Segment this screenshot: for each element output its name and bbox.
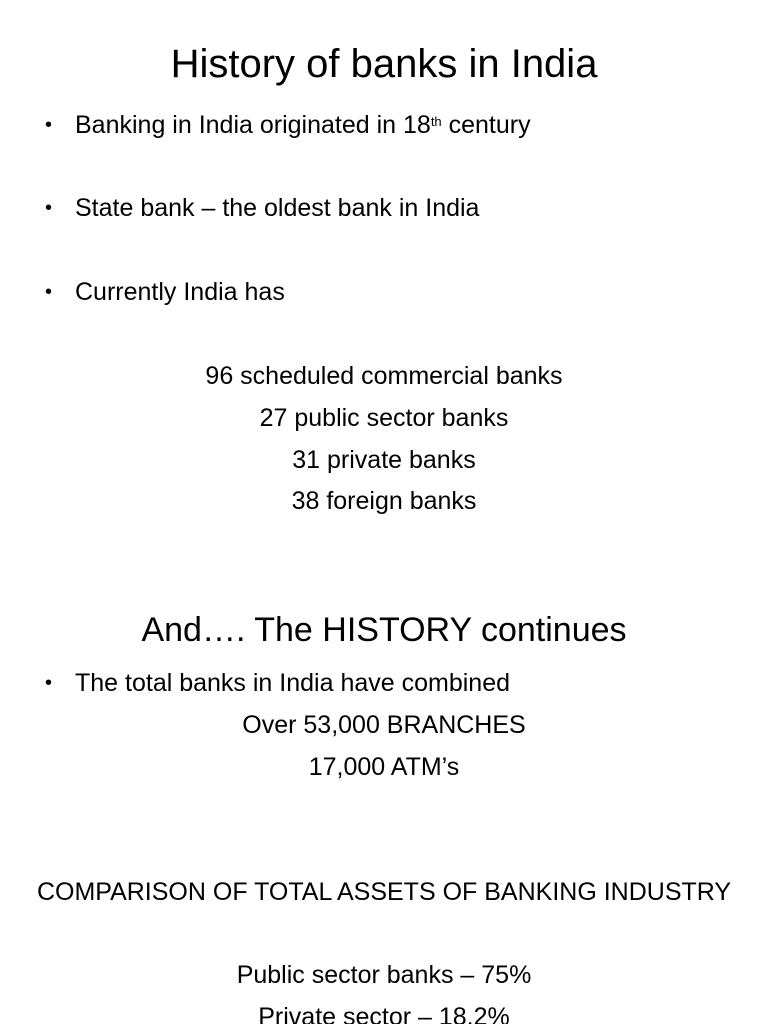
count-private-banks: 31 private banks (292, 446, 476, 474)
ordinal-suffix: th (430, 114, 442, 129)
bullet-text: Currently India has (75, 278, 285, 306)
section-title: And…. The HISTORY continues (141, 611, 627, 649)
stat-branches: Over 53,000 BRANCHES (242, 711, 526, 739)
count-scheduled-banks: 96 scheduled commercial banks (205, 362, 563, 390)
count-foreign-banks: 38 foreign banks (291, 487, 477, 515)
bullet-item-state-bank (45, 193, 479, 223)
assets-public-sector: Public sector banks – 75% (236, 961, 532, 989)
bullet-marker: • (45, 114, 53, 136)
bullet-marker: • (45, 281, 53, 303)
bullet-text-tail: century (441, 111, 531, 139)
count-public-sector-banks: 27 public sector banks (259, 404, 509, 432)
bullet-text: State bank – the oldest bank in India (75, 194, 480, 222)
bullet-item-currently (45, 277, 285, 307)
bullet-marker: • (45, 197, 53, 219)
comparison-heading: COMPARISON OF TOTAL ASSETS OF BANKING INDUSTRY (36, 878, 732, 906)
bullet-marker: • (45, 672, 53, 694)
bullet-item-combined (45, 668, 510, 698)
bullet-item-origin (45, 110, 531, 140)
page-title: History of banks in India (170, 42, 598, 86)
bullet-text: The total banks in India have combined (75, 669, 510, 697)
assets-private-sector: Private sector – 18.2% (258, 1003, 510, 1024)
bullet-text: Banking in India originated in 18 (75, 111, 431, 139)
stat-atms: 17,000 ATM’s (308, 753, 460, 781)
